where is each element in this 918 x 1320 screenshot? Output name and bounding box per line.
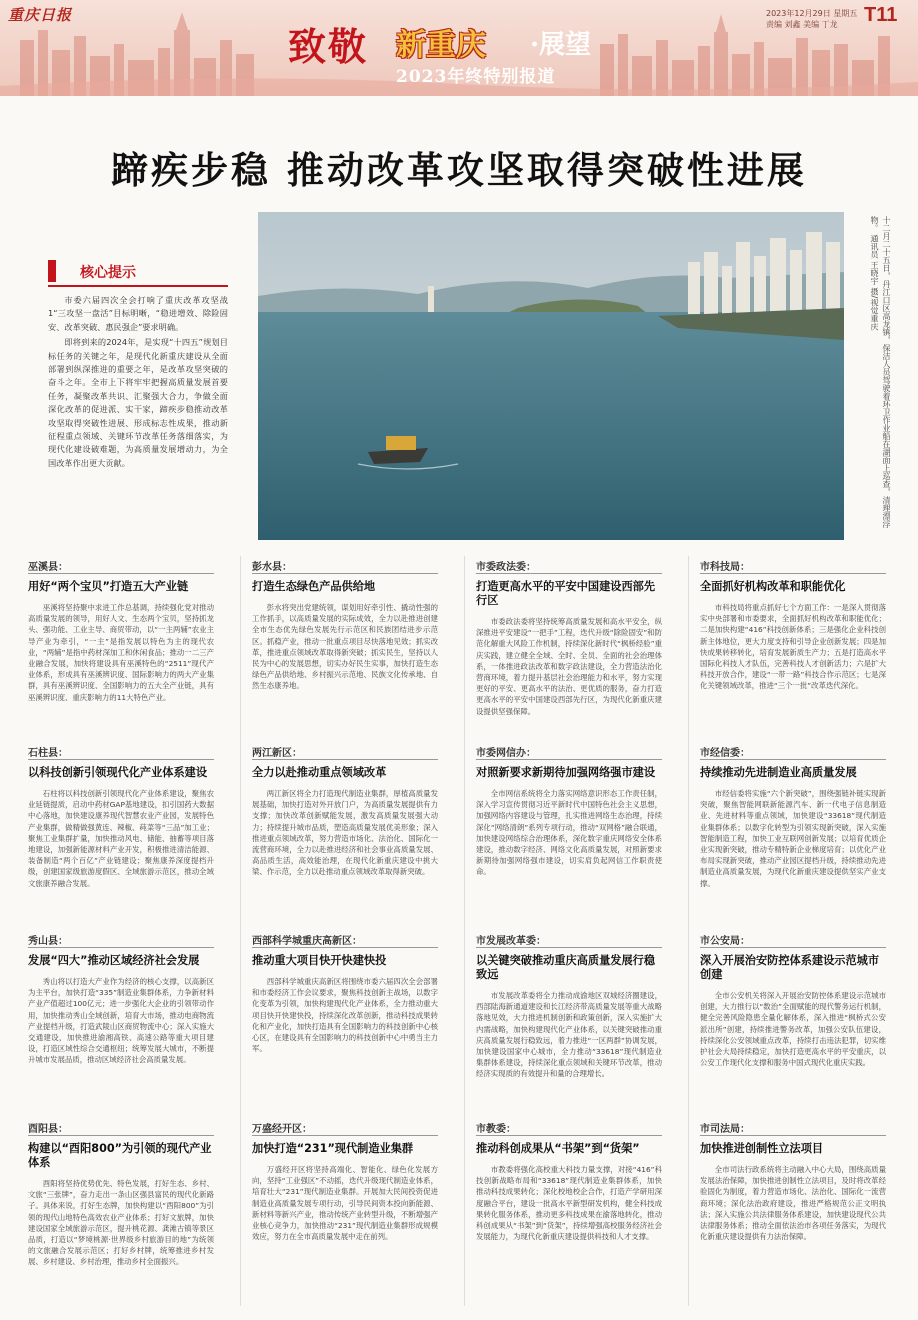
key-points-box (48, 258, 228, 540)
column-rule (688, 556, 689, 1306)
article-public-security (700, 932, 886, 1068)
article-section: 市科技局： (700, 562, 750, 573)
newspaper-logo: 重庆日报 (8, 6, 73, 24)
article-body: 市经信委将实施“六个新突破”，围绕强链补链实现新突破，聚焦智能网联新能源汽车、新一代电子信息制造业、先进材料等重点领域，加快建设“33618”现代制造业集群体系；以数字化转型为引领实现新突破，深入实施智能制造工程，加快工业互联网创新发展；以培育优质企业实现新突破，推动专精特新企业梯度培育；以优化产业布局实现新突破，推动产业园区提档升级，持续推动先进制造业高质量发展，为现代化新重庆建设提供坚实产业支撑。 (700, 789, 886, 888)
article-section-divider (252, 759, 438, 760)
article-section-divider (476, 573, 662, 574)
banner-subtitle: 2023年终特别报道 (396, 67, 556, 87)
article-body: 市教委将强化高校重大科技力量支撑，对接“416”科技创新战略布局和“33618”现代制造业集群体系，加快推动科技成果转化；深化校地校企合作，打造产学研用深度融合平台，建设一批高水平新型研发机构，健全科技成果转化服务体系，推动更多科技成果在渝落地转化，推动科创成果从“书架”到“货架”，持续增强高校服务经济社会发展能力，为现代化新重庆建设提供科技和人才支撑。 (476, 1165, 662, 1242)
article-shizhu (28, 744, 214, 889)
page-number: T11 (864, 4, 898, 26)
article-section: 市教委： (476, 1124, 516, 1135)
article-body: 全市司法行政系统将主动融入中心大局，围绕高质量发展法治保障，加快推进创制性立法项目，及时将改革经验固化为制度，着力营造市场化、法治化、国际化一流营商环境；深化法治政府建设，推进严格规范公正文明执法；深入实施公共法律服务体系建设，加快建设现代公共法律服务体系；推动全面依法治市各项任务落实，为现代化新重庆建设提供有力法治保障。 (700, 1165, 886, 1242)
article-body: 两江新区将全力打造现代制造业集群，厚植高质量发展基础，加快打造对外开放门户，为高质量发展提供有力支撑；加快改革创新赋能发展，激发高质量发展强大动力；持续提升城市品质，塑造高质量发展优美形象；深入推进重点领域改革，努力营造市场化、法治化、国际化一流营商环境，全力以赴推进经济和社会事业高质量发展、高品质生活，高效能治理，在现代化新重庆建设中挑大梁、作示范，全力以赴推动重点领域改革取得新突破。 (252, 789, 438, 877)
article-title: 打造更高水平的平安中国建设西部先行区 (476, 580, 656, 607)
banner-xinchongqing: 新重庆 (396, 28, 486, 63)
article-section-divider (700, 759, 886, 760)
article-title: 构建以“酉阳800”为引领的现代产业体系 (28, 1142, 212, 1169)
article-section-divider (252, 573, 438, 574)
article-body: 全市网信系统将全力落实网络意识形态工作责任制，深入学习宣传贯彻习近平新时代中国特色社会主义思想，加强网络内容建设与管理，扎实推进网络生态治理，持续深化“网络清朗”系列专项行动，推动“双网格”融合联通，加快建设网络综合治理体系，深化数字重庆网络安全体系建设，推动数字经济、网络文化高质量发展，对照新要求新期待加强网络强市建设，切实肩负起网信工作职责使命。 (476, 789, 662, 877)
article-wuxi (28, 558, 214, 703)
article-section: 石柱县： (28, 748, 68, 759)
article-section-divider (28, 759, 214, 760)
article-title: 发展“四大”推动区域经济社会发展 (28, 954, 200, 967)
article-education (476, 1120, 662, 1242)
article-section: 万盛经开区： (252, 1124, 312, 1135)
article-pengshui (252, 558, 438, 692)
article-body: 万盛经开区将坚持高端化、智能化、绿色化发展方向，坚持“工业强区”不动摇，迭代升级现代制造业体系，培育壮大“231”现代制造业集群。开展加大民间投资促进制造业高质量发展专项行动，引导民间资本投向新能源、新材料等新兴产业，推动传统产业转型升级，不断增强产业核心竞争力，加快推动“231”现代制造业集群形成规模效应，努力在全市高质量发展中走在前列。 (252, 1165, 438, 1242)
article-title: 推动科创成果从“书架”到“货架” (476, 1142, 640, 1155)
article-cyberspace (476, 744, 662, 878)
article-title: 对照新要求新期待加强网络强市建设 (476, 766, 656, 779)
article-section: 市发展改革委： (476, 936, 546, 947)
key-points-title: 核心提示 (80, 265, 136, 281)
article-body: 市科技局将重点抓好七个方面工作：一是深入贯彻落实中央部署和市委要求，全面抓好机构改革和职能优化；二是加快构建“416”科技创新体系；三是强化企业科技创新主体地位，更大力度支持和引导企业创新发展；四是加快成果转移转化，培育发展新质生产力；五是打造高水平国际化科技人才队伍，完善科技人才创新活力；六是扩大科技开放合作，建设“一带一路”科技合作示范区；七是深化关键领域改革，推进“三个一批”改革迭代深化。 (700, 603, 886, 691)
article-economy-info (700, 744, 886, 889)
article-section: 酉阳县： (28, 1124, 68, 1135)
article-title: 加快推进创制性立法项目 (700, 1142, 824, 1155)
article-xiushan (28, 932, 214, 1066)
article-section-divider (252, 1135, 438, 1136)
column-rule (464, 556, 465, 1306)
article-section-divider (28, 947, 214, 948)
article-body: 彭水将突出党建统领，谋划用好牵引性、撬动性强的工作抓手，以高质量发展的实际成效，全力以赴推进创建全市生态优先绿色发展先行示范区和民族团结进步示范区。抓稳产业，推动一批重点项目尽快落地见效；抓实改革，推进重点领域改革取得新突破；抓实民生，坚持以人民为中心的发展思想，切实办好民生实事，加快打造生态绿色产品供给地、乡村振兴示范地、民族文化传承地、自然生态康养地。 (252, 603, 438, 691)
article-body: 巫溪将坚持聚中求进工作总基调，持续强化党对推动高质量发展的领导，用好人文、生态两个宝贝，坚持抓龙头、强功能、工业主导、商贸带动，以“一主两辅”农业主导产业为牵引，“一主”是指发展以特色为主的现代农业，“两辅”是指中药材深加工和休闲食品；推动一二三产业融合发展，加快将建设具有巫溪特色的“2511”现代产业体系，形成具有巫溪辨识度、国际影响力的两大产业集群，具有巫溪辨识度、全国影响力的五大全产业链，具有巫溪辨识度、重庆影响力的11大特色产业。 (28, 603, 214, 702)
article-wansheng (252, 1120, 438, 1242)
article-section-divider (28, 1135, 214, 1136)
article-section: 市经信委： (700, 748, 750, 759)
key-points-paragraph: 市委六届四次全会打响了重庆改革攻坚战1“三攻坚一盘活”目标明晰，“稳进增效、除险固安、改革突破、惠民强企”要求明确。 (48, 295, 228, 332)
article-section: 巫溪县： (28, 562, 68, 573)
article-title: 深入开展治安防控体系建设示范城市创建 (700, 954, 880, 981)
photo-caption: 十二月二十五日，丹江口区高龙镇，保洁人员驾驶着环卫作业船在湖面上巡查，清理漂浮物。 通讯员 王晓宇 摄/视觉重庆 (870, 216, 891, 528)
article-youyang (28, 1120, 214, 1268)
lake-city-photo (258, 212, 844, 540)
key-points-header (48, 258, 228, 286)
article-title: 推动重大项目快开快建快投 (252, 954, 387, 967)
banner-zhanwang: ·展望 (530, 30, 592, 60)
article-section: 市司法局： (700, 1124, 750, 1135)
article-body: 全市公安机关将深入开展治安防控体系建设示范城市创建，大力推行以“数治”全面赋能的现代警务运行机制，健全完善风险隐患全量化解体系，深入推进“枫桥式公安派出所”创建，持续推进警务改革，加强公安队伍建设，持续深化公安领域重点改革，持续打击违法犯罪，切实维护社会大局持续稳定，加快打造更高水平的平安重庆，以公安工作现代化支撑和服务中国式现代化重庆实践。 (700, 991, 886, 1068)
article-section: 市委政法委： (476, 562, 536, 573)
banner-zhijing: 致敬 (288, 24, 369, 69)
article-section-divider (476, 947, 662, 948)
dateline: 2023年12月29日 星期五 责编 刘鑫 美编 丁龙 (766, 9, 858, 29)
article-science-tech (700, 558, 886, 692)
article-section: 西部科学城重庆高新区： (252, 936, 362, 947)
article-justice (700, 1120, 886, 1242)
masthead (0, 0, 918, 96)
article-body: 西部科学城重庆高新区将围绕市委六届四次全会部署和市委经济工作会议要求，聚焦科技创新主战场，以数字化变革为引领，加快构建现代化产业体系，全力推动重大项目快开快建快投，持续深化改革创新，推动科技成果转化和产业化，加快打造具有全国影响力的科技创新中心核心区，在建设具有全国影响力的科技创新中心中勇当主力军。 (252, 977, 438, 1054)
article-section-divider (700, 573, 886, 574)
article-section-divider (28, 573, 214, 574)
article-section-divider (700, 1135, 886, 1136)
article-body: 酉阳将坚持优势优先、特色发展，打好生态、乡村、文旅“三张牌”，奋力走出一条山区强县富民的现代化新路子。具体来说，打好生态牌，加快构建以“酉阳800”为引领的现代山地特色高效农业产业体系；打好文旅牌，加快建设国家全域旅游示范区，提升桃花源、龚滩古镇等景区品质，打造以“梦境桃源·世界级乡村旅游目的地”为统领的文旅融合发展示范区；打好乡村牌，统筹推进乡村发展、乡村建设、乡村治理，推动乡村全面振兴。 (28, 1179, 214, 1267)
article-section-divider (476, 1135, 662, 1136)
article-title: 以科技创新引领现代化产业体系建设 (28, 766, 208, 779)
key-points-accent-bar (48, 260, 56, 282)
article-body: 石柱将以科技创新引领现代化产业体系建设，聚焦农业延链提质，启动中药材GAP基地建设，扣引国药大数据中心落地，加快建设康养现代智慧农业产业园，发展特色产业集群，做精做强黄连、辣椒、莼菜等“三品”加工业；聚焦工业集群扩量，加快推动风电、储能、抽蓄等项目落地建设，加强新能源材料产业开发，积极推进清洁能源、装备制造“两个百亿”产业链建设；聚焦康养深度提档升级，创建国家级旅游度假区、全域旅游示范区，推动全域文旅康养融合发展。 (28, 789, 214, 888)
article-body: 秀山将以打造大产业作为经济的核心支撑，以高新区为主平台，加快打造“335”制造业集群体系，力争新材料产业产值超过100亿元；进一步强化大企业的引领带动作用，加快推动秀山全域创新，培育大市场，推动电商物流产业提档升级，打造武陵山区商贸物流中心；深入实施大交通建设，加快推进渝湘高铁、高速公路等重大项目建设，打造区域性综合交通枢纽；统筹发展大城市，不断提升城市发展品质，推动区域经济社会高质量发展。 (28, 977, 214, 1065)
article-title: 打造生态绿色产品供给地 (252, 580, 376, 593)
page-headline: 蹄疾步稳 推动改革攻坚取得突破性进展 (111, 148, 807, 192)
key-points-paragraph: 即将到来的2024年，是实现“十四五”规划目标任务的关键之年，是现代化新重庆建设从全面部署到纵深推进的重要之年，是改革攻坚突破的奋斗之年。全市上下将牢牢把握高质量发展首要任务，凝聚改革共识、汇聚强大合力，争做全面深化改革的促进派、实干家，蹄疾步稳推动改革攻坚取得突破性进展、形成标志性成果，推动新征程重点领域、关键环节改革任务落细落实，为现代化建设破难题，为高质量发展增动力，为全国改革作出更大贡献。 (48, 337, 228, 468)
article-section-divider (252, 947, 438, 948)
article-section-divider (700, 947, 886, 948)
article-title: 持续推动先进制造业高质量发展 (700, 766, 857, 779)
article-section: 两江新区： (252, 748, 302, 759)
article-title: 全面抓好机构改革和职能优化 (700, 580, 846, 593)
article-title: 加快打造“231”现代制造业集群 (252, 1142, 414, 1155)
article-section: 彭水县： (252, 562, 292, 573)
article-body: 市发展改革委将全力推动成渝地区双城经济圈建设，西部陆海新通道建设和长江经济带高质量发展等重大战略落地见效，大力推进机制创新和政策创新，深入实施扩大内需战略，加快构建现代化产业体系，以关键突破推动重庆高质量发展行稳致远，着力推进“一区两群”协调发展，加快建设国家中心城市，全力推动“33618”现代制造业集群体系建设，持续深化重点领域和关键环节改革，推动经济实现质的有效提升和量的合理增长。 (476, 991, 662, 1079)
key-points-divider (48, 285, 228, 287)
article-section: 市公安局： (700, 936, 750, 947)
article-section-divider (476, 759, 662, 760)
article-politics-law (476, 558, 662, 717)
article-title: 用好“两个宝贝”打造五大产业链 (28, 580, 189, 593)
article-section: 秀山县： (28, 936, 68, 947)
article-section: 市委网信办： (476, 748, 536, 759)
key-points-body (48, 294, 228, 472)
article-body: 市委政法委将坚持统筹高质量发展和高水平安全，纵深推进平安建设“一把手”工程，迭代升级“除险固安”和防范化解重大风险工作机制，持续深化新时代“枫桥经验”重庆实践，建立健全全域、全时、全员、全面的社会治理体系，一体推进政法改革和数字政法建设，全力营造法治化营商环境，着力提升基层社会治理能力和水平，努力实现更好的平安、更高水平的法治、更优质的服务，奋力打造更高水平的平安中国建设西部先行区，为现代化新重庆建设提供坚强保障。 (476, 617, 662, 716)
article-title: 以关键突破推动重庆高质量发展行稳致远 (476, 954, 656, 981)
article-development-reform (476, 932, 662, 1080)
article-liangjiang (252, 744, 438, 878)
article-hightech-zone (252, 932, 438, 1054)
article-title: 全力以赴推动重点领域改革 (252, 766, 387, 779)
column-rule (240, 556, 241, 1306)
